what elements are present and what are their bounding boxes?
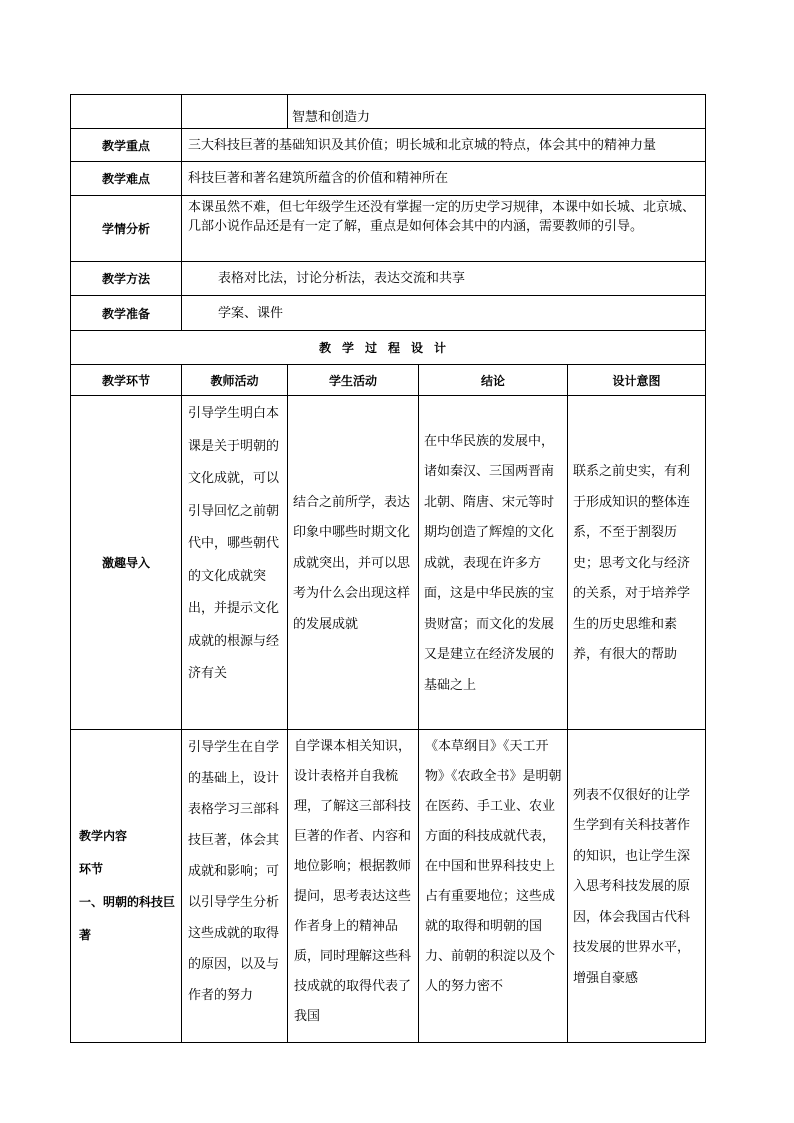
table-row	[71, 129, 706, 162]
table-row	[71, 396, 706, 730]
key-points-value: 三大科技巨著的基础知识及其价值；明长城和北京城的特点，体会其中的精神力量	[182, 129, 706, 162]
empty-cell	[71, 95, 182, 129]
intro-conclusion: 在中华民族的发展中，诸如秦汉、三国两晋南北朝、隋唐、宋元等时期均创造了辉煌的文化成就，表现在许多方面，这是中华民族的宝贵财富；而文化的发展又是建立在经济发展的基础之上	[419, 396, 568, 730]
row-label-difficulties: 教学难点	[71, 162, 182, 196]
content-student-activity: 自学课本相关知识，设计表格并自我梳理，了解这三部科技巨著的作者、内容和地位影响；根据教师提问，思考表达这些作者身上的精神品质，同时理解这些科技成就的取得代表了我国	[288, 730, 419, 1043]
process-title: 教学过程设计	[71, 331, 706, 365]
column-header: 教师活动	[182, 365, 288, 396]
table-row	[71, 331, 706, 365]
row-label-methods: 教学方法	[71, 262, 182, 296]
lesson-plan-table	[70, 94, 706, 1043]
row-label-analysis: 学情分析	[71, 196, 182, 262]
table-row	[71, 296, 706, 331]
table-row	[71, 262, 706, 296]
analysis-value: 本课虽然不难，但七年级学生还没有掌握一定的历史学习规律，本课中如长城、北京城、几部小说作品还是有一定了解，重点是如何体会其中的内涵，需要教师的引导。	[182, 196, 706, 262]
table-row	[71, 196, 706, 262]
intro-teacher-activity: 引导学生明白本课是关于明朝的文化成就，可以引导回忆之前朝代中，哪些朝代的文化成就突出，并提示文化成就的根源与经济有关	[182, 396, 288, 730]
column-header: 教学环节	[71, 365, 182, 396]
table-row	[71, 730, 706, 1043]
empty-cell	[182, 95, 288, 129]
stage-intro: 激趣导入	[71, 396, 182, 730]
difficulties-value: 科技巨著和著名建筑所蕴含的价值和精神所在	[182, 162, 706, 196]
table-row	[71, 162, 706, 196]
row-label-preparation: 教学准备	[71, 296, 182, 331]
stage-content-line: 环节	[79, 862, 104, 876]
stage-content-line: 教学内容	[79, 829, 128, 843]
preparation-value: 学案、课件	[182, 296, 706, 331]
table-header-row	[71, 365, 706, 396]
column-header: 学生活动	[288, 365, 419, 396]
row-label-key-points: 教学重点	[71, 129, 182, 162]
table-row	[71, 95, 706, 129]
stage-content	[71, 730, 182, 1043]
goal-continuation: 智慧和创造力	[288, 95, 706, 129]
intro-student-activity: 结合之前所学，表达印象中哪些时期文化成就突出，并可以思考为什么会出现这样的发展成就	[288, 396, 419, 730]
column-header: 设计意图	[568, 365, 706, 396]
methods-value: 表格对比法，讨论分析法，表达交流和共享	[182, 262, 706, 296]
content-teacher-activity: 引导学生在自学的基础上，设计表格学习三部科技巨著，体会其成就和影响；可以引导学生分析这些成就的取得的原因，以及与作者的努力	[182, 730, 288, 1043]
stage-content-line: 一、明朝的科技巨著	[79, 895, 176, 942]
intro-design-intent: 联系之前史实，有利于形成知识的整体连系，不至于割裂历史；思考文化与经济的关系，对于培养学生的历史思维和素养，有很大的帮助	[568, 396, 706, 730]
column-header: 结论	[419, 365, 568, 396]
content-design-intent: 列表不仅很好的让学生学到有关科技著作的知识，也让学生深入思考科技发展的原因，体会我国古代科技发展的世界水平，增强自豪感	[568, 730, 706, 1043]
content-conclusion: 《本草纲目》《天工开物》《农政全书》是明朝在医药、手工业、农业方面的科技成就代表，在中国和世界科技史上占有重要地位；这些成就的取得和明朝的国力、前朝的积淀以及个人的努力密不	[419, 730, 568, 1043]
